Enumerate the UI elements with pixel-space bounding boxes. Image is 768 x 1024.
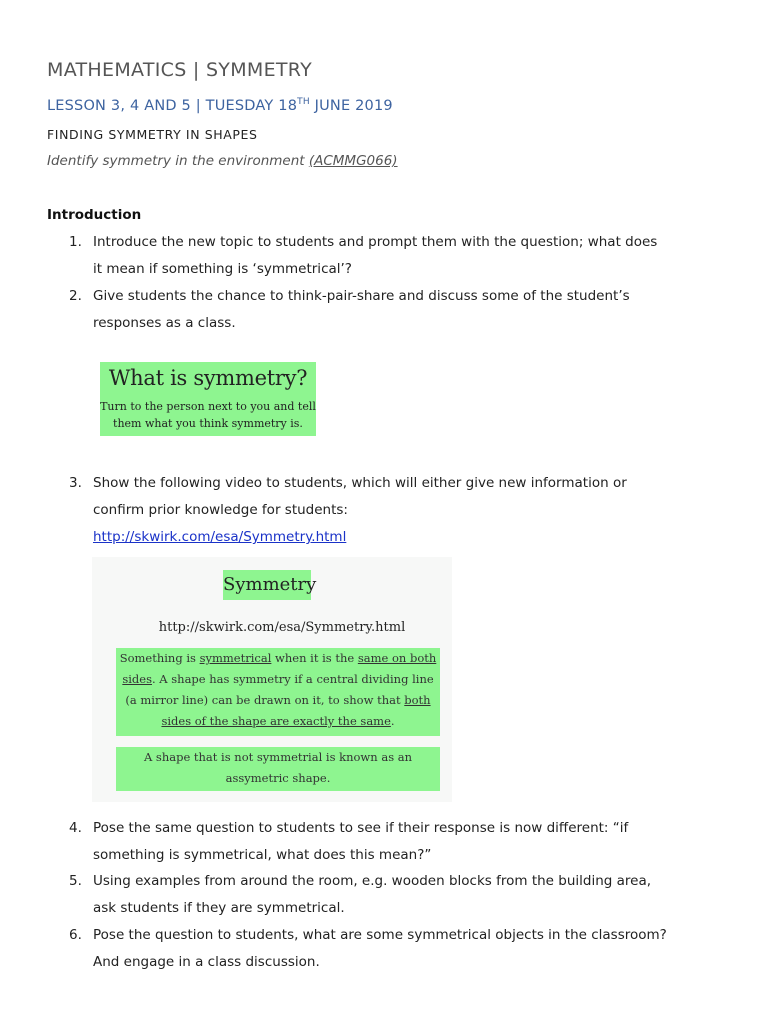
video-link[interactable]: http://skwirk.com/esa/Symmetry.html xyxy=(93,529,347,545)
list-number: 4. xyxy=(69,820,82,836)
lesson-line xyxy=(47,97,393,114)
list-text xyxy=(93,229,737,283)
list-line: Introduce the new topic to students and prompt them with the question; what does xyxy=(93,234,658,250)
introduction-heading: Introduction xyxy=(47,207,142,223)
lesson-date-prefix: LESSON 3, 4 AND 5 | TUESDAY 18 xyxy=(47,97,298,114)
list-line: Give students the chance to think-pair-share and discuss some of the student’s xyxy=(93,288,630,304)
card-line: Turn to the person next to you and tell xyxy=(100,400,316,413)
def-emphasis: same on both sides xyxy=(122,651,437,686)
def-emphasis: symmetrical xyxy=(199,651,272,665)
list-line: ask students if they are symmetrical. xyxy=(93,900,345,916)
def-emphasis: both sides of the shape are exactly the same xyxy=(161,693,431,728)
card-heading: What is symmetry? xyxy=(108,366,308,390)
list-number: 1. xyxy=(69,234,82,250)
objective-text: Identify symmetry in the environment xyxy=(47,153,309,169)
list-number: 2. xyxy=(69,288,82,304)
list-line: it mean if something is ‘symmetrical’? xyxy=(93,261,352,277)
list-line: Show the following video to students, which will either give new information or xyxy=(93,475,627,491)
def-text: . A shape has symmetry if a central dividing line (a mirror line) can be drawn on it, to show that xyxy=(125,672,434,707)
lesson-date-suffix: JUNE 2019 xyxy=(309,97,393,114)
list-number: 6. xyxy=(69,927,82,943)
card-line: them what you think symmetry is. xyxy=(113,417,303,430)
list-text xyxy=(93,815,737,869)
list-text xyxy=(93,283,737,337)
list-line: And engage in a class discussion. xyxy=(93,954,320,970)
def-text: . xyxy=(390,714,395,728)
video-card-url: http://skwirk.com/esa/Symmetry.html xyxy=(158,620,406,635)
symmetry-definition xyxy=(116,648,440,736)
list-line: Pose the same question to students to see if their response is now different: “if xyxy=(93,820,629,836)
list-number: 5. xyxy=(69,873,82,889)
card-body xyxy=(100,398,316,432)
list-number: 3. xyxy=(69,475,82,491)
list-line: Pose the question to students, what are some symmetrical objects in the classroom? xyxy=(93,927,667,943)
asymmetric-note: A shape that is not symmetrial is known as an assymetric shape. xyxy=(116,747,440,791)
list-text xyxy=(93,470,737,551)
list-line: something is symmetrical, what does this mean?” xyxy=(93,847,432,863)
curriculum-code: (ACMMG066) xyxy=(308,153,398,169)
list-line: responses as a class. xyxy=(93,315,236,331)
def-text: Something is xyxy=(119,651,200,665)
learning-objective xyxy=(47,153,398,169)
list-text xyxy=(93,868,737,922)
video-card-title: Symmetry xyxy=(223,570,311,600)
list-line: confirm prior knowledge for students: xyxy=(93,502,348,518)
date-ordinal-suffix: TH xyxy=(297,97,310,107)
lesson-subtitle: FINDING SYMMETRY IN SHAPES xyxy=(47,127,258,142)
page-title: MATHEMATICS | SYMMETRY xyxy=(47,59,313,81)
def-text: when it is the xyxy=(271,651,358,665)
what-is-symmetry-card xyxy=(100,362,316,436)
list-line: Using examples from around the room, e.g. wooden blocks from the building area, xyxy=(93,873,652,889)
list-text xyxy=(93,922,737,976)
